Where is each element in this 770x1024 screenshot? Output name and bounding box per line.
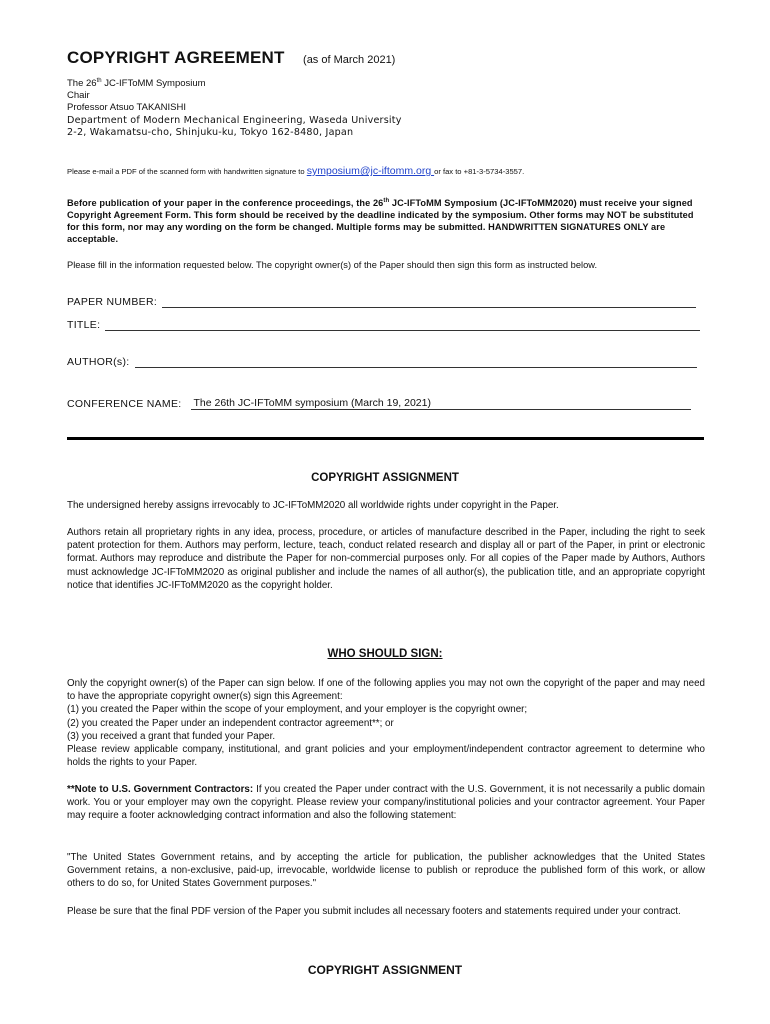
assignment-statement: The undersigned hereby assigns irrevocably to JC-IFToMM2020 all worldwide rights under copyright in the Paper. (67, 500, 559, 511)
authors-rights-paragraph: Authors retain all proprietary rights in any idea, process, procedure, or articles of manufacture described in the Paper, including the right to seek patent protection for them. Authors may perform, lecture, teach, conduct related research and display all or part of the Paper, in print or electronic format. Authors may reproduce and distribute the Paper for non-commercial purposes only. For all copies of the Paper made by Authors, Authors must acknowledge JC-IFToMM2020 as original publisher and include the names of all author(s), the publication title, and an appropriate copyright notice that identifies JC-IFToMM2020 as the copyright holder. (67, 527, 705, 591)
government-contractor-note (67, 783, 705, 823)
list-item: (1) you created the Paper within the scope of your employment, and your employer is the copyright owner; (67, 704, 528, 716)
chair-address-block (67, 78, 402, 139)
conference-name-input[interactable]: The 26th JC-IFToMM symposium (March 19, 2021) (191, 397, 691, 410)
note-text: If you created the Paper under contract with the U.S. Government, it is not necessarily a public domain work. You or your employer may own the copyright. Please review your company/institutional policies and your contractor agreement. Your Paper may require a footer acknowledging contract information and also the following statement: (67, 784, 705, 822)
note-label: **Note to U.S. Government Contractors: (67, 784, 254, 795)
who-should-sign-intro: Only the copyright owner(s) of the Paper can sign below. If one of the following applies you may not own the copyright of the paper and may need to have the appropriate copyright owner(s) sign this Agreement: (67, 678, 705, 703)
fill-instruction: Please fill in the information requested below. The copyright owner(s) of the Paper should then sign this form as instructed below. (67, 260, 598, 270)
authors-input[interactable] (135, 356, 697, 368)
list-item: (2) you created the Paper under an independent contractor agreement**; or (67, 717, 394, 729)
paper-number-field (67, 296, 696, 308)
title-label: TITLE: (67, 319, 101, 331)
paper-number-label: PAPER NUMBER: (67, 296, 158, 308)
authors-field (67, 356, 697, 368)
email-link[interactable]: symposium@jc-iftomm.org (306, 165, 435, 177)
government-statement-quote: "The United States Government retains, and by accepting the article for publication, the publisher acknowledges that the United States Government retains, a non-exclusive, paid-up, irrevocable, worldwide license to publish or reproduce the published form of this work, or allow others to do so, for United States Government purposes." (67, 852, 705, 890)
who-should-sign-heading: WHO SHOULD SIGN: (327, 648, 443, 660)
review-policies: Please review applicable company, institutional, and grant policies and your employment/independent contractor agreement to determine who holds the rights to your Paper. (67, 744, 705, 769)
section-divider (67, 437, 704, 440)
title-input[interactable] (105, 319, 700, 331)
page-title: COPYRIGHT AGREEMENT (67, 48, 285, 67)
as-of-date: (as of March 2021) (303, 54, 396, 66)
conference-name-label: CONFERENCE NAME: (67, 398, 182, 410)
copyright-assignment-footer-heading: COPYRIGHT ASSIGNMENT (307, 963, 463, 977)
final-pdf-reminder: Please be sure that the final PDF version of the Paper you submit includes all necessary footers and statements required under your contract. (67, 906, 681, 917)
symposium-name: The 26th JC-IFToMM Symposium (67, 77, 206, 89)
paper-number-input[interactable] (162, 296, 696, 308)
authors-label: AUTHOR(s): (67, 356, 130, 368)
chair-name: Professor Atsuo TAKANISHI (67, 102, 186, 114)
who-should-sign-body (67, 677, 705, 769)
submission-instruction: Please e-mail a PDF of the scanned form with handwritten signature to symposium@jc-iftomm.org or fax to +81-3-5734-3557. (67, 165, 525, 177)
list-item: (3) you received a grant that funded your Paper. (67, 730, 276, 742)
department: Department of Modern Mechanical Engineering, Waseda University (67, 114, 402, 126)
conference-name-field (67, 397, 691, 410)
postal-address: 2-2, Wakamatsu-cho, Shinjuku-ku, Tokyo 162-8480, Japan (67, 126, 354, 138)
title-row (67, 48, 395, 68)
chair-role: Chair (67, 90, 90, 102)
title-field (67, 319, 700, 331)
copyright-assignment-heading: COPYRIGHT ASSIGNMENT (311, 472, 459, 484)
publication-notice: Before publication of your paper in the conference proceedings, the 26th JC-IFToMM Symposium (JC-IFToMM2020) must receive your signed Copyright Agreement Form. This form should be received by the deadline indicated by the symposium. Other forms may NOT be substituted for this form, nor may any wording on the form be changed. Multiple forms may be submitted. HANDWRITTEN SIGNATURES ONLY are acceptable. (67, 197, 694, 244)
